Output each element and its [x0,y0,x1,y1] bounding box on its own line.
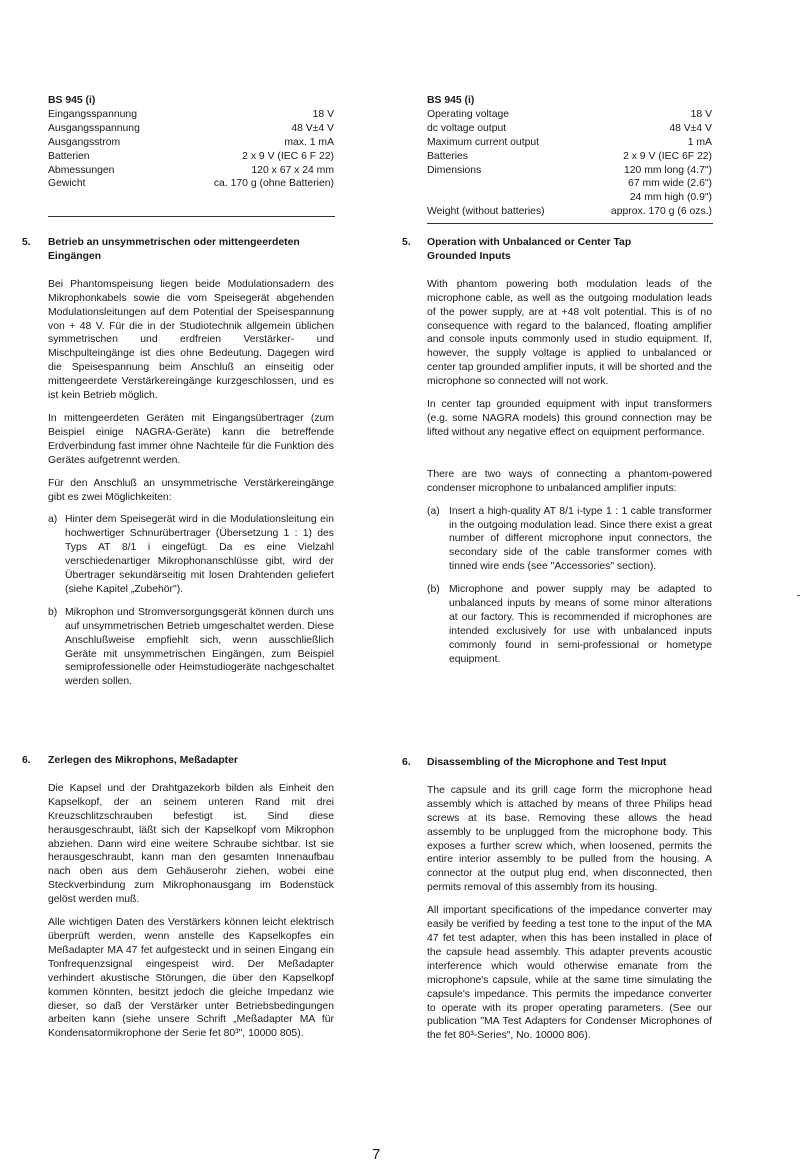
spec-value: 2 x 9 V (IEC 6 F 22) [242,150,334,162]
spec-label: Dimensions [427,164,482,176]
list-label: (a) [427,505,440,517]
paragraph: Bei Phantomspeisung liegen beide Modulationsadern des Mikrophonkabels sowie die vom Speisegerät abgehenden Modulationsleitungen auf dem Potential der Speisespannung von + 48 V. Für die in der Studiotechnik allgemein üblichen symmetrischen und erdfreien Verstärker- und Mischpulteingänge ist dies ohne Bedeutung. Dagegen wird die Speisespannung beim Anschluß an einseitig oder mittengeerdete Verstärkereingänge kurzgeschlossen, und es ist kein Betrieb möglich. [48,278,334,402]
section-number: 5. [402,237,411,248]
spec-label: Weight (without batteries) [427,206,545,218]
spec-title: BS 945 (i) [427,95,475,106]
paragraph: Alle wichtigen Daten des Verstärkers können leicht elektrisch überprüft werden, wenn anstelle des Kapselkopfes ein Meßadapter MA 47 fet aufgesteckt und in seinen Eingang ein Tonfrequenzsignal eingespeist wird. Der Meßadapter verhindert akustische Störungen, die über den Kapselkopf kommen könnten, besitzt jedoch die gleiche Impedanz wie dieser, so daß der Verstärker unter Betriebsbedingungen arbeiten kann (siehe unsere Schrift „Meßadapter MA für Kondensatormikrophone der Serie fet 80³", 10000 805). [48,917,334,1040]
spec-label: Ausgangsstrom [48,136,121,148]
list-text: Mikrophon und Stromversorgungsgerät können durch uns auf unsymmetrischen Betrieb umgeschaltet werden. Diese Anschlußweise empfiehlt sich, wenn ausschließlich Geräte mit unsymmetrischen Eingängen, zum Beispiel semiprofessionelle oder Heimstudiogeräte nachgeschaltet werden sollen. [65,606,334,688]
spec-row [427,177,712,191]
spec-label: Ausgangsspannung [48,122,140,134]
list-label: (b) [427,584,440,596]
spec-value: ca. 170 g (ohne Batterien) [213,178,334,190]
paragraph: There are two ways of connecting a phantom-powered condenser microphone to unbalanced amplifier inputs: [427,468,712,494]
paragraph: Für den Anschluß an unsymmetrische Verstärkereingänge gibt es zwei Möglichkeiten: [48,477,334,503]
spec-row [48,164,334,178]
list-text: Insert a high-quality AT 8/1 i-type 1 : 1 cable transformer in the outgoing modulation lead. Since there exist a great number of different microphone input connectors, the secondary side of the cable transformer comes with tinned wire ends (see "Accessories" section). [449,505,712,573]
paragraph: In center tap grounded equipment with input transformers (e.g. some NAGRA models) this ground connection may be lifted without any negative effect on equipment performance. [427,399,712,438]
divider-rule [427,223,713,224]
spec-value: 48 V±4 V [669,122,712,134]
spec-row [48,122,334,136]
spec-value: 48 V±4 V [291,122,334,134]
spec-label: Batteries [427,150,469,162]
spec-value: 1 mA [687,136,712,148]
spec-row [427,136,712,150]
section-heading: Betrieb an unsymmetrischen oder mittengeerdeten Eingängen [48,237,300,262]
list-item [48,606,334,689]
section-number: 5. [22,237,31,248]
spec-label: Gewicht [48,178,86,190]
spec-value: max. 1 mA [284,136,334,148]
spec-row [48,150,334,164]
spec-row [48,177,334,191]
paragraph: With phantom powering both modulation leads of the microphone cable, as well as the outgoing modulation leads of the power supply, are at +48 volt potential. This is of no consequence with regard to the balanced, floating amplifier and console inputs commonly used in studio equipment. If, however, the supply voltage is applied to unbalanced or center tap grounded amplifier inputs, it will be shorted and the microphone so connected will not work. [427,278,712,388]
spec-label: Operating voltage [427,108,510,120]
section-6-de [48,754,334,1041]
spec-value: 2 x 9 V (IEC 6F 22) [623,150,712,162]
list-label: b) [48,606,58,618]
spec-value: 24 mm high (0.9") [629,192,712,204]
section-heading: Disassembling of the Microphone and Test Input [427,757,667,768]
spec-row [427,150,712,164]
spec-value: 120 x 67 x 24 mm [251,164,334,176]
spec-row [427,191,712,205]
list-text: Microphone and power supply may be adapted to unbalanced inputs by means of some minor alterations at our factory. This is recommended if microphones are intended exclusively for use with unbalanced inputs commonly found in semi-professional or hometype equipment. [449,584,712,665]
spec-row [427,205,712,219]
spec-label: dc voltage output [427,122,507,134]
section-number: 6. [402,757,411,768]
margin-mark [797,595,800,596]
spec-label: Batterien [48,150,90,162]
divider-rule [48,216,335,217]
spec-row [427,108,712,122]
spec-block-en [427,94,712,219]
section-6-en [427,756,712,1043]
paragraph: All important specifications of the impedance converter may easily be verified by feeding a test tone to the input of the MA 47 fet test adapter, when this has been installed in place of the capsule head assembly. This adapter prevents acoustic interference which would otherwise emanate from the microphone's capsule, while at the same time simulating the capsule's impedance. This permits the impedance converter to operate with its proper operating parameters. (See our publication "MA Test Adapters for Condenser Microphones of the fet 80³-Series", No. 10000 806). [427,905,712,1042]
list-label: a) [48,514,58,526]
spec-value: 18 V [690,108,712,120]
spec-block-de [48,94,334,191]
spec-value: 67 mm wide (2.6") [628,178,712,190]
spec-label: Maximum current output [427,136,540,148]
spec-row [48,136,334,150]
spec-row [427,122,712,136]
paragraph: The capsule and its grill cage form the microphone head assembly which is attached by means of three Philips head screws at its base. Removing these allows the head assembly to be unplugged from the microphone body. This exposes a further screw which, when loosened, permits the entire interior assembly to be pulled from the housing. A connector at the output plug end, when disconnected, then permits removal of this assembly from its housing. [427,784,712,894]
paragraph: Die Kapsel und der Drahtgazekorb bilden als Einheit den Kapselkopf, der an seinem unteren Rand mit drei Kreuzschlitzschrauben befestigt ist. Sind diese herausgeschraubt, läßt sich der Kapselkopf vom Mikrophon abziehen. Dann wird eine weitere Schraube sichtbar. Ist sie herausgeschraubt, kann man den gesamten Innenaufbau nach oben aus dem Gehäuserohr ziehen, wobei eine Steckverbindung zum Mikrophonausgang im Bodenstück gelöst werden muß. [48,782,334,906]
spec-value: approx. 170 g (6 ozs.) [610,206,712,218]
spec-label: Abmessungen [48,164,115,176]
section-5-de [48,236,334,689]
list-item [427,583,712,666]
spec-title: BS 945 (i) [48,95,96,106]
section-5-en [427,236,712,667]
spec-label: Eingangsspannung [48,108,137,120]
spec-value: 120 mm long (4.7") [623,164,712,176]
list-item [48,513,334,596]
spec-row [427,164,712,178]
spec-row [48,108,334,122]
paragraph: In mittengeerdeten Geräten mit Eingangsübertrager (zum Beispiel einige NAGRA-Geräte) kann die betreffende Erdverbindung fast immer ohne Nachteile für die Funktion des Gerätes aufgetrennt werden. [48,412,334,466]
list-text: Hinter dem Speisegerät wird in die Modulationsleitung ein hochwertiger Schnurübertrager (Übersetzung 1 : 1) des Typs AT 8/1 i eingefügt. Da es eine Vielzahl verschiedenartiger Mikrophonanschlüsse gibt, wird der Übertrager sekundärseitig mit losen Drahtenden geliefert (siehe Kapitel „Zubehör"). [65,514,334,595]
section-number: 6. [22,755,31,766]
section-heading: Operation with Unbalanced or Center Tap Grounded Inputs [427,237,632,262]
page-number: 7 [372,1146,381,1163]
spec-value: 18 V [312,108,334,120]
list-item [427,505,712,575]
section-heading: Zerlegen des Mikrophons, Meßadapter [48,755,238,766]
